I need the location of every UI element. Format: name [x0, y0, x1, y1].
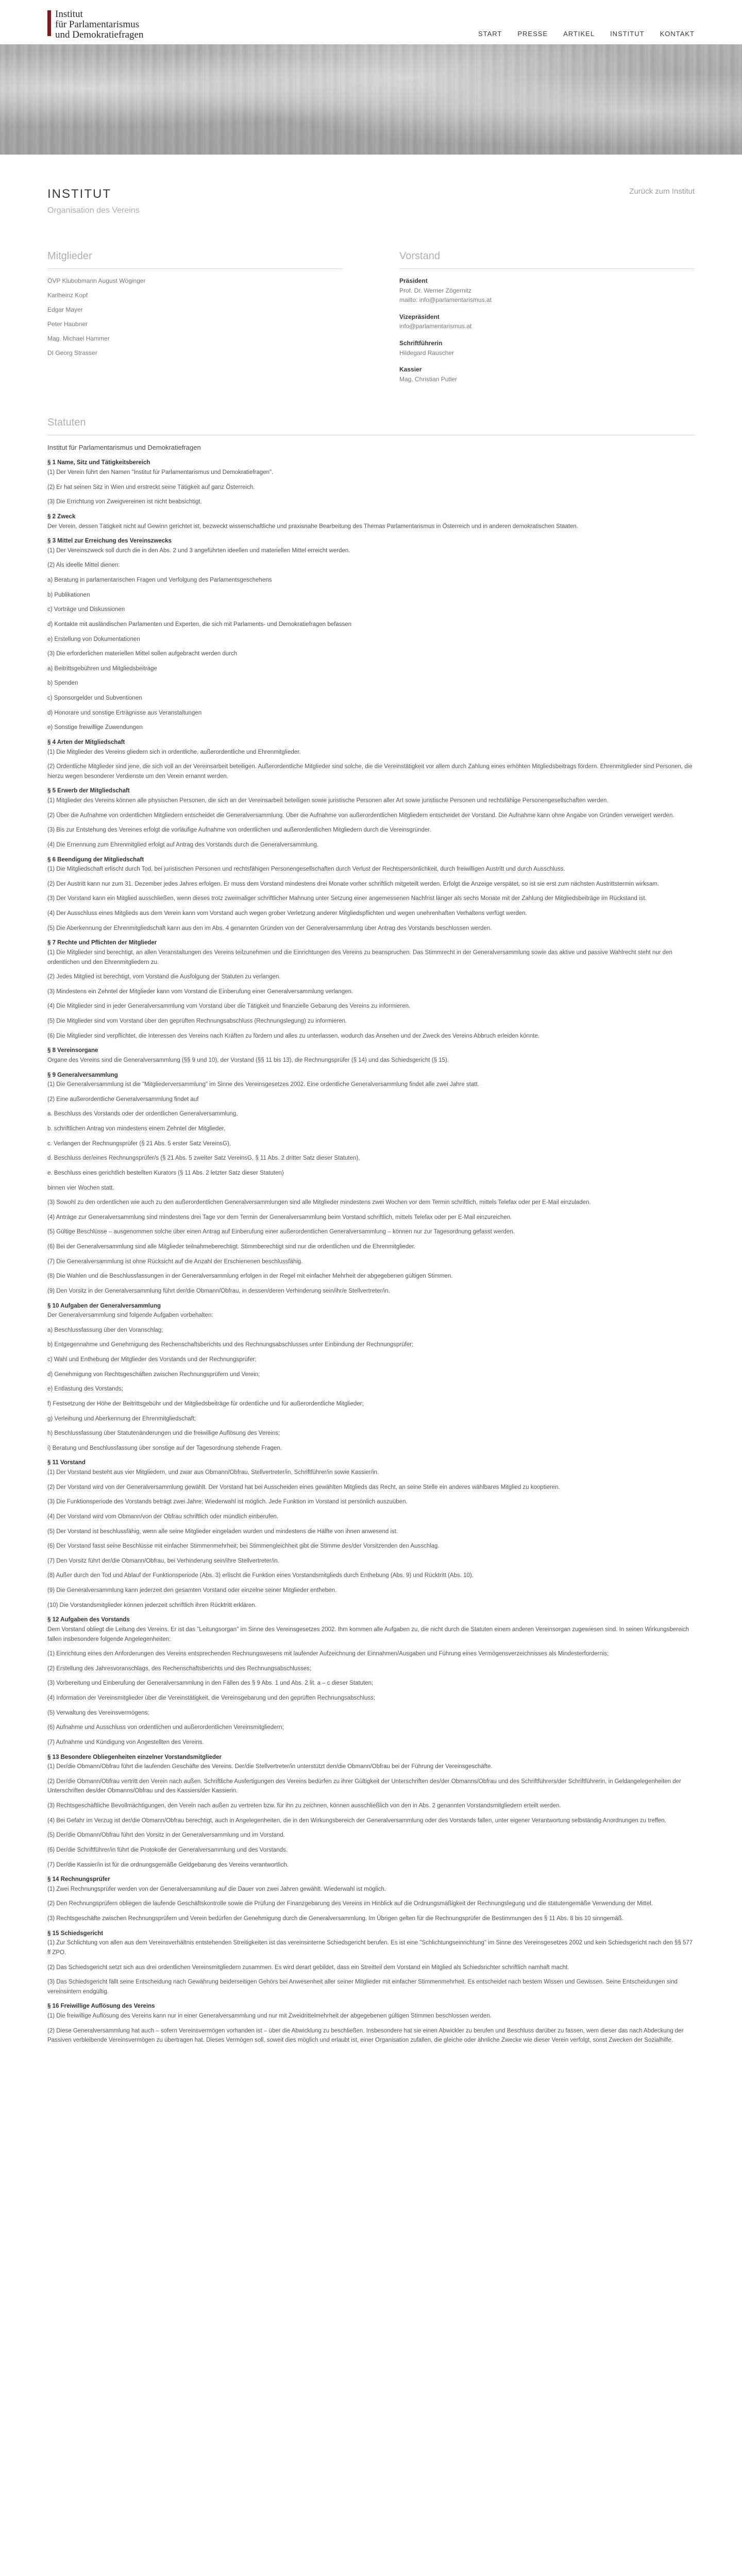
statuten-paragraph: (2) Eine außerordentliche Generalversammlung findet auf — [47, 1096, 199, 1103]
role-title: Schriftführerin — [399, 339, 443, 347]
statuten-section-heading: § 16 Freiwillige Auflösung des Vereins — [47, 2003, 155, 2010]
statuten-paragraph: (3) Der Vorstand kann ein Mitglied ausschließen, wenn dieses trotz zweimaliger schriftlicher Mahnung unter Setzung einer angemessenen Nachfrist länger als sechs Monate mit der Zahlung der Mitgliedsbeiträge im Rückstand ist. — [47, 895, 647, 902]
member-item: DI Georg Strasser — [47, 349, 97, 357]
statuten-paragraph: (7) Der/die Kassier/in ist für die ordnungsgemäße Geldgebarung des Vereins verantwortlich. — [47, 1861, 289, 1868]
page-title: INSTITUT — [47, 187, 111, 201]
statuten-paragraph: (4) Der Vorstand wird vom Obmann/von der Obfrau schriftlich oder mündlich einberufen. — [47, 1513, 279, 1520]
role-title: Präsident — [399, 277, 428, 284]
statuten-paragraph: (2) Er hat seinen Sitz in Wien und erstreckt seine Tätigkeit auf ganz Österreich. — [47, 484, 255, 490]
logo-text — [55, 9, 143, 40]
statuten-paragraph: (8) Die Wahlen und die Beschlussfassungen in der Generalversammlung erfolgen in der Regel mit einfacher Mehrheit der abgegebenen gültigen Stimmen. — [47, 1273, 453, 1280]
statuten-paragraph: (5) Die Aberkennung der Ehrenmitgliedschaft kann aus den im Abs. 4 genannten Gründen von der Generalversammlung über Antrag des Vorstands beschlossen werden. — [47, 925, 492, 931]
statuten-paragraph: (2) Über die Aufnahme von ordentlichen Mitgliedern entscheidet die Generalversammlung. Über die Aufnahme von außerordentlichen Mitgliedern entscheidet der Vorstand. Die Aufnahme kann ohne Angabe von Gründen verweigert werden. — [47, 812, 674, 819]
statuten-body — [47, 458, 695, 2045]
statuten-paragraph: d) Honorare und sonstige Erträgnisse aus Veranstaltungen — [47, 709, 202, 716]
statuten-paragraph: (1) Zwei Rechnungsprüfer werden von der Generalversammlung auf die Dauer von zwei Jahren gewählt. Wiederwahl ist möglich. — [47, 1886, 386, 1892]
member-item: Peter Haubner — [47, 320, 88, 328]
vorstand-heading: Vorstand — [399, 248, 695, 269]
role-praesident — [399, 276, 695, 305]
statuten-paragraph: e) Sonstige freiwillige Zuwendungen — [47, 724, 143, 731]
statuten-section-heading: § 4 Arten der Mitgliedschaft — [47, 739, 125, 745]
statuten-paragraph: b) Entgegennahme und Genehmigung des Rechenschaftsberichts und des Rechnungsabschlusses unter Einbindung der Rechnungsprüfer; — [47, 1342, 414, 1348]
statuten-paragraph: h) Beschlussfassung über Statutenänderungen und die freiwillige Auflösung des Vereins; — [47, 1430, 280, 1437]
organisation-columns — [47, 248, 695, 391]
statuten-paragraph: (7) Aufnahme und Kündigung von Angestellten des Vereins. — [47, 1739, 204, 1745]
statuten-paragraph: (2) Als ideelle Mittel dienen: — [47, 562, 120, 569]
role-vizepraesident — [399, 312, 695, 331]
statuten-paragraph: c) Vorträge und Diskussionen — [47, 606, 125, 613]
statuten-paragraph: (3) Die Errichtung von Zweigvereinen ist nicht beabsichtigt. — [47, 499, 202, 505]
member-list — [47, 276, 343, 363]
statuten-paragraph: e) Erstellung von Dokumentationen — [47, 636, 140, 642]
main-nav — [478, 29, 695, 39]
statuten-paragraph: (1) Die Generalversammlung ist die "Mitgliederversammlung" im Sinne des Vereinsgesetzes 2002. Eine ordentliche Generalversammlung findet alle zwei Jahre statt. — [47, 1081, 479, 1088]
statuten-paragraph: (1) Der Verein führt den Namen "Institut für Parlamentarismus und Demokratiefragen". — [47, 469, 274, 476]
statuten-paragraph: (1) Einrichtung eines den Anforderungen des Vereins entsprechenden Rechnungswesens mit laufender Aufzeichnung der Einnahmen/Ausgaben und Führung eines Vermögensverzeichnisses als Mindesterfordernis; — [47, 1651, 609, 1657]
member-item: Edgar Mayer — [47, 306, 83, 313]
statuten-paragraph: (6) Bei der Generalversammlung sind alle Mitglieder teilnahmeberechtigt. Stimmberechtigt sind nur die ordentlichen und die Ehrenmitglieder. — [47, 1244, 416, 1250]
statuten-paragraph: d) Genehmigung von Rechtsgeschäften zwischen Rechnungsprüfern und Verein; — [47, 1371, 260, 1378]
statuten-paragraph: c. Verlangen der Rechnungsprüfer (§ 21 Abs. 5 erster Satz VereinsG), — [47, 1140, 231, 1147]
statuten-section-heading: § 10 Aufgaben der Generalversammlung — [47, 1302, 161, 1309]
member-item: Mag. Michael Hammer — [47, 334, 110, 342]
statuten-section-heading: § 2 Zweck — [47, 513, 76, 520]
statuten-paragraph: (1) Die freiwillige Auflösung des Vereins kann nur in einer Generalversammlung und nur mit Zweidrittelmehrheit der abgegebenen gültigen Stimmen beschlossen werden. — [47, 2013, 492, 2020]
statuten-paragraph: d) Kontakte mit ausländischen Parlamenten und Experten, die sich mit Parlaments- und Demokratiefragen befassen — [47, 621, 352, 628]
statuten-section-heading: § 9 Generalversammlung — [47, 1072, 118, 1078]
site-header — [0, 0, 742, 44]
statuten-paragraph: Der Verein, dessen Tätigkeit nicht auf Gewinn gerichtet ist, bezweckt wissenschaftliche und praxisnahe Bearbeitung des Themas Parlamentarismus in Österreich und in anderen demokratischen Staaten. — [47, 523, 579, 530]
statuten-paragraph: (3) Rechtsgeschäfte zwischen Rechnungsprüfern und Verein bedürfen der Genehmigung durch die Generalversammlung. Im Übrigen gelten für die Rechnungsprüfer die Bestimmungen des § 11 Abs. 8 bis 10 sinngemäß. — [47, 1916, 623, 1922]
statuten-paragraph: (5) Der/die Obmann/Obfrau führt den Vorsitz in der Generalversammlung und im Vorstand. — [47, 1832, 285, 1839]
statuten-paragraph: (2) Ordentliche Mitglieder sind jene, die sich voll an der Vereinsarbeit beteiligen. Außerordentliche Mitglieder sind solche, die die Vereinstätigkeit vor allem durch Zahlung eines erhöhten Mitgliedsbeitrags fördern. Ehrenmitglieder sind Personen, die hierzu wegen besonderer Verdienste um den Verein ernannt werden. — [47, 764, 693, 779]
statuten-section-heading: § 6 Beendigung der Mitgliedschaft — [47, 856, 144, 863]
hero-image — [0, 44, 742, 155]
role-title: Kassier — [399, 366, 422, 374]
logo-line-1: Institut — [55, 9, 83, 20]
statuten-paragraph: (4) Der Ausschluss eines Mitglieds aus dem Verein kann vom Vorstand auch wegen grober Verletzung anderer Mitgliedspflichten und wegen unehrenhaften Verhaltens verfügt werden. — [47, 910, 527, 917]
role-email-link[interactable]: mailto: info@parlamentarismus.at — [399, 296, 492, 304]
statuten-paragraph: (2) Den Rechnungsprüfern obliegen die laufende Geschäftskontrolle sowie die Prüfung der Finanzgebarung des Vereins im Hinblick auf die Ordnungsmäßigkeit der Rechnungslegung und die statutengemäße Verwendung der Mittel. — [47, 1901, 653, 1907]
statuten-paragraph: b. schriftlichen Antrag von mindestens einem Zehntel der Mitglieder, — [47, 1126, 226, 1132]
logo-bar — [47, 10, 51, 36]
statuten-section-heading: § 12 Aufgaben des Vorstands — [47, 1617, 130, 1623]
statuten-paragraph: c) Wahl und Enthebung der Mitglieder des Vorstands und der Rechnungsprüfer; — [47, 1357, 257, 1363]
statuten-paragraph: (4) Die Ernennung zum Ehrenmitglied erfolgt auf Antrag des Vorstands durch die Generalversammlung. — [47, 841, 319, 848]
statuten-section-heading: § 13 Besondere Obliegenheiten einzelner Vorstandsmitglieder — [47, 1754, 222, 1760]
statuten-paragraph: (5) Der Vorstand ist beschlussfähig, wenn alle seine Mitglieder eingeladen wurden und mindestens die Hälfte von ihnen anwesend ist. — [47, 1528, 398, 1535]
statuten-paragraph: (1) Der Vereinszweck soll durch die in den Abs. 2 und 3 angeführten ideellen und materiellen Mittel erreicht werden. — [47, 547, 350, 554]
statuten-paragraph: (9) Den Vorsitz in der Generalversammlung führt der/die Obmann/Obfrau, in dessen/deren Verhinderung sein/ihr/e Stellvertreter/in. — [47, 1287, 390, 1294]
role-title: Vizepräsident — [399, 313, 440, 320]
statuten-paragraph: (2) Der/die Obmann/Obfrau vertritt den Verein nach außen. Schriftliche Ausfertigungen des Vereins bedürfen zu ihrer Gültigkeit der Unterschriften des/der Obmanns/Obfrau und des Schriftführers/der Schriftführerin, in Geldangelegenheiten der Unterschriften des/der Obmanns/Obfrau und des Kassiers/der Kassierin. — [47, 1778, 681, 1794]
role-name: Hildegard Rauscher — [399, 349, 454, 357]
statuten-paragraph: a) Beschlussfassung über den Voranschlag; — [47, 1327, 163, 1333]
statuten-section-heading: § 7 Rechte und Pflichten der Mitglieder — [47, 940, 157, 946]
statuten-section-heading: § 15 Schiedsgericht — [47, 1930, 104, 1937]
statuten-paragraph: (6) Die Mitglieder sind verpflichtet, die Interessen des Vereins nach Kräften zu fördern und alles zu unterlassen, wodurch das Ansehen und der Zweck des Vereins Abbruch erleiden könnte. — [47, 1032, 540, 1039]
statuten-paragraph: (3) Das Schiedsgericht fällt seine Entscheidung nach Gewährung beiderseitigen Gehörs bei Anwesenheit aller seiner Mitglieder mit einfacher Stimmenmehrheit. Es entscheidet nach bestem Wissen und Gewissen. Seine Entscheidungen sind vereinsintern endgültig. — [47, 1979, 678, 1995]
nav-artikel[interactable]: ARTIKEL — [563, 30, 595, 38]
statuten-paragraph: (5) Die Mitglieder sind vom Vorstand über den geprüften Rechnungsabschluss (Rechnungslegung) zu informieren. — [47, 1018, 347, 1025]
statuten-heading: Statuten — [47, 415, 695, 435]
page-subtitle: Organisation des Vereins — [47, 206, 140, 215]
logo-line-3: und Demokratiefragen — [55, 29, 144, 40]
statuten-paragraph: Dem Vorstand obliegt die Leitung des Vereins. Er ist das "Leitungsorgan" im Sinne des Vereinsgesetzes 2002. Ihm kommen alle Aufgaben zu, die nicht durch die Statuten einem anderen Vereinsorgan zugewiesen sind. In seinen Wirkungsbereich fallen insbesondere folgende Angelegenheiten: — [47, 1626, 689, 1642]
statuten-paragraph: e) Entlastung des Vorstands; — [47, 1386, 124, 1393]
statuten-paragraph: (1) Mitglieder des Vereins können alle physischen Personen, die sich an der Vereinsarbeit beteiligen sowie juristische Personen aller Art sowie juristische Personen und rechtsfähige Personengesellschaften werden. — [47, 798, 609, 804]
statuten-section-heading: § 14 Rechnungsprüfer — [47, 1876, 110, 1883]
statuten-paragraph: (4) Information der Vereinsmitglieder über die Vereinstätigkeit, die Vereinsgebarung und den geprüften Rechnungsabschluss; — [47, 1695, 376, 1702]
statuten-paragraph: c) Sponsorgelder und Subventionen — [47, 695, 142, 702]
statuten-paragraph: (2) Diese Generalversammlung hat auch – sofern Vereinsvermögen vorhanden ist – über die Abwicklung zu beschließen. Insbesondere hat sie einen Abwickler zu berufen und Beschluss darüber zu fassen, wem dieser das nach Abdeckung der Passiven verbleibende Vereinsvermögen zu übertragen hat. Dieses Vermögen soll, soweit dies möglich und erlaubt ist, einer Organisation zufallen, die gleiche oder ähnliche Zwecke wie dieser Verein verfolgt, sonst Zwecken der Sozialhilfe. — [47, 2027, 684, 2044]
mitglieder-column — [47, 248, 343, 391]
statuten-paragraph: binnen vier Wochen statt. — [47, 1184, 114, 1191]
statuten-paragraph: (3) Bis zur Entstehung des Vereines erfolgt die vorläufige Aufnahme von ordentlichen und außerordentlichen Mitgliedern durch die Vereinsgründer. — [47, 827, 431, 834]
statuten-paragraph: (1) Die Mitglieder sind berechtigt, an allen Veranstaltungen des Vereins teilzunehmen und die Einrichtungen des Vereins zu beanspruchen. Das Stimmrecht in der Generalversammlung sowie das aktive und passive Wahlrecht steht nur den ordentlichen und den Ehrenmitgliedern zu. — [47, 949, 672, 965]
statuten-paragraph: (7) Den Vorsitz führt der/die Obmann/Obfrau, bei Verhinderung sein/ihre Stellvertreter/in. — [47, 1557, 280, 1564]
role-name: Prof. Dr. Werner Zögernitz — [399, 286, 471, 294]
statuten-paragraph: Organe des Vereins sind die Generalversammlung (§§ 9 und 10), der Vorstand (§§ 11 bis 13), die Rechnungsprüfer (§ 14) und das Schiedsgericht (§ 15). — [47, 1057, 449, 1063]
statuten-paragraph: (3) Mindestens ein Zehntel der Mitglieder kann vom Vorstand die Einberufung einer Generalversammlung verlangen. — [47, 988, 353, 995]
statuten-paragraph: (6) Der/die Schriftführer/in führt die Protokolle der Generalversammlung und des Vorstands. — [47, 1846, 288, 1853]
statuten-paragraph: e. Beschluss eines gerichtlich bestellten Kurators (§ 11 Abs. 2 letzter Satz dieser Statuten) — [47, 1170, 284, 1176]
statuten-paragraph: (2) Der Vorstand wird von der Generalversammlung gewählt. Der Vorstand hat bei Ausscheiden eines gewählten Mitglieds das Recht, an seine Stelle ein anderes wählbares Mitglied zu kooptieren. — [47, 1484, 560, 1490]
statuten-paragraph: (5) Verwaltung des Vereinsvermögens; — [47, 1709, 149, 1716]
statuten-paragraph: (6) Der Vorstand fasst seine Beschlüsse mit einfacher Stimmenmehrheit; bei Stimmengleichheit gibt die Stimme des/der Vorsitzenden den Ausschlag. — [47, 1543, 440, 1550]
statuten-paragraph: g) Verleihung und Aberkennung der Ehrenmitgliedschaft; — [47, 1415, 196, 1422]
statuten-paragraph: (9) Die Generalversammlung kann jederzeit den gesamten Vorstand oder einzelne seiner Mitglieder entheben. — [47, 1587, 337, 1594]
statuten-paragraph: i) Beratung und Beschlussfassung über sonstige auf der Tagesordnung stehende Fragen. — [47, 1445, 282, 1451]
nav-institut[interactable]: INSTITUT — [610, 30, 645, 38]
statuten-section-heading: § 5 Erwerb der Mitgliedschaft — [47, 788, 130, 794]
statuten-paragraph: a. Beschluss des Vorstands oder der ordentlichen Generalversammlung, — [47, 1111, 238, 1117]
statuten-paragraph: (1) Zur Schlichtung von allen aus dem Vereinsverhältnis entstehenden Streitigkeiten ist das vereinsinterne Schiedsgericht berufen. Es ist eine "Schlichtungseinrichtung" im Sinne des Vereinsgesetzes 2002 und kein Schiedsgericht nach den §§ 577 ff ZPO. — [47, 1940, 693, 1956]
back-link[interactable]: Zurück zum Institut — [629, 187, 695, 196]
statuten-doc-title: Institut für Parlamentarismus und Demokratiefragen — [47, 444, 201, 452]
statuten-paragraph: (2) Erstellung des Jahresvoranschlags, des Rechenschaftsberichts und des Rechnungsabschlusses; — [47, 1665, 312, 1672]
statuten-paragraph: f) Festsetzung der Höhe der Beitrittsgebühr und der Mitgliedsbeiträge für ordentliche und für außerordentliche Mitglieder; — [47, 1400, 364, 1407]
member-item: Karlheinz Kopf — [47, 291, 88, 299]
statuten-paragraph: (3) Die Funktionsperiode des Vorstands beträgt zwei Jahre; Wiederwahl ist möglich. Jede Funktion im Vorstand ist persönlich auszuüben. — [47, 1499, 408, 1505]
statuten-paragraph: (1) Der Vorstand besteht aus vier Mitgliedern, und zwar aus Obmann/Obfrau, Stellvertreter/in, Schriftführer/in sowie Kassier/in. — [47, 1469, 379, 1476]
nav-presse[interactable]: PRESSE — [517, 30, 548, 38]
statuten-paragraph: (5) Gültige Beschlüsse – ausgenommen solche über einen Antrag auf Einberufung einer außerordentlichen Generalversammlung – können nur zur Tagesordnung gefasst werden. — [47, 1229, 515, 1235]
role-email-link[interactable]: info@parlamentarismus.at — [399, 323, 472, 330]
nav-kontakt[interactable]: KONTAKT — [660, 30, 695, 38]
statuten-paragraph: (1) Der/die Obmann/Obfrau führt die laufenden Geschäfte des Vereins. Der/die Stellvertreter/in unterstützt den/die Obmann/Obfrau bei der Führung der Vereinsgeschäfte. — [47, 1764, 493, 1770]
statuten-paragraph: (3) Rechtsgeschäftliche Bevollmächtigungen, den Verein nach außen zu vertreten bzw. für ihn zu zeichnen, können ausschließlich von den in Abs. 2 genannten Vorstandsmitgliedern erteilt werden. — [47, 1803, 561, 1809]
statuten-paragraph: (3) Vorbereitung und Einberufung der Generalversammlung in den Fällen des § 9 Abs. 1 und Abs. 2 lit. a – c dieser Statuten; — [47, 1680, 374, 1687]
statuten-paragraph: (3) Sowohl zu den ordentlichen wie auch zu den außerordentlichen Generalversammlungen sind alle Mitglieder mindestens zwei Wochen vor dem Termin schriftlich, mittels Telefax oder per E-Mail einzuladen. — [47, 1199, 591, 1206]
statuten-paragraph: (2) Das Schiedsgericht setzt sich aus drei ordentlichen Vereinsmitgliedern zusammen. Es wird derart gebildet, dass ein Streitteil dem Vorstand ein Mitglied als Schiedsrichter schriftlich namhaft macht. — [47, 1964, 569, 1971]
role-schriftfuehrerin — [399, 338, 695, 358]
statuten-paragraph: (2) Der Austritt kann nur zum 31. Dezember jedes Jahres erfolgen. Er muss dem Vorstand mindestens drei Monate vorher schriftlich mitgeteilt werden. Erfolgt die Anzeige verspätet, so ist sie erst zum nächsten Austrittstermin wirksam. — [47, 880, 659, 887]
statuten-paragraph: d. Beschluss der/eines Rechnungsprüfer/s (§ 21 Abs. 5 zweiter Satz VereinsG, § 11 Abs. 2 dritter Satz dieser Statuten), — [47, 1155, 360, 1162]
statuten-section-heading: § 8 Vereinsorgane — [47, 1047, 98, 1054]
statuten-paragraph: (4) Anträge zur Generalversammlung sind mindestens drei Tage vor dem Termin der Generalversammlung beim Vorstand schriftlich, mittels Telefax oder per E-Mail einzureichen. — [47, 1214, 512, 1221]
mitglieder-heading: Mitglieder — [47, 248, 343, 269]
statuten-paragraph: (7) Die Generalversammlung ist ohne Rücksicht auf die Anzahl der Erschienenen beschlussfähig. — [47, 1258, 303, 1265]
logo-line-2: für Parlamentarismus — [55, 19, 140, 30]
statuten-section-heading: § 11 Vorstand — [47, 1460, 86, 1466]
statuten-paragraph: a) Beitrittsgebühren und Mitgliedsbeiträge — [47, 665, 157, 672]
statuten-paragraph: (1) Die Mitglieder des Vereins gliedern sich in ordentliche, außerordentliche und Ehrenmitglieder. — [47, 749, 301, 755]
statuten-paragraph: (1) Die Mitgliedschaft erlischt durch Tod, bei juristischen Personen und rechtsfähigen Personengesellschaften durch Verlust der Rechtspersönlichkeit, durch freiwilligen Austritt und durch Ausschluss. — [47, 866, 565, 873]
statuten-paragraph: (2) Jedes Mitglied ist berechtigt, vom Vorstand die Ausfolgung der Statuten zu verlangen. — [47, 974, 281, 980]
statuten-paragraph: (8) Außer durch den Tod und Ablauf der Funktionsperiode (Abs. 3) erlischt die Funktion eines Vorstandsmitglieds durch Enthebung (Abs. 9) und Rücktritt (Abs. 10). — [47, 1572, 474, 1579]
statuten-paragraph: (3) Die erforderlichen materiellen Mittel sollen aufgebracht werden durch — [47, 651, 238, 657]
statuten-paragraph: (4) Die Mitglieder sind in jeder Generalversammlung vom Vorstand über die Tätigkeit und finanzielle Gebarung des Vereins zu informieren. — [47, 1003, 411, 1010]
statuten-paragraph: (4) Bei Gefahr im Verzug ist der/die Obmann/Obfrau berechtigt, auch in Angelegenheiten, die in den Wirkungsbereich der Generalversammlung oder des Vorstands fallen, unter eigener Verantwortung selbständig Anordnungen zu treffen. — [47, 1817, 666, 1824]
statuten-section-heading: § 1 Name, Sitz und Tätigkeitsbereich — [47, 460, 150, 466]
main-content — [47, 155, 695, 2045]
member-item: ÖVP Klubobmann August Wöginger — [47, 277, 146, 284]
statuten-paragraph: (10) Die Vorstandsmitglieder können jederzeit schriftlich ihren Rücktritt erklären. — [47, 1602, 257, 1608]
statuten-section-heading: § 3 Mittel zur Erreichung des Vereinszwecks — [47, 538, 172, 545]
role-kassier — [399, 365, 695, 384]
site-logo[interactable] — [47, 9, 143, 40]
statuten-paragraph: (6) Aufnahme und Ausschluss von ordentlichen und außerordentlichen Vereinsmitgliedern; — [47, 1724, 284, 1731]
statuten-paragraph: Der Generalversammlung sind folgende Aufgaben vorbehalten: — [47, 1312, 213, 1319]
statuten-paragraph: a) Beratung in parlamentarischen Fragen und Verfolgung des Parlamentsgeschehens — [47, 577, 272, 584]
vorstand-column — [399, 248, 695, 391]
role-name: Mag. Christian Putler — [399, 375, 458, 383]
statuten-paragraph: b) Publikationen — [47, 591, 90, 598]
statuten-paragraph: b) Spenden — [47, 680, 78, 687]
nav-start[interactable]: START — [478, 30, 502, 38]
